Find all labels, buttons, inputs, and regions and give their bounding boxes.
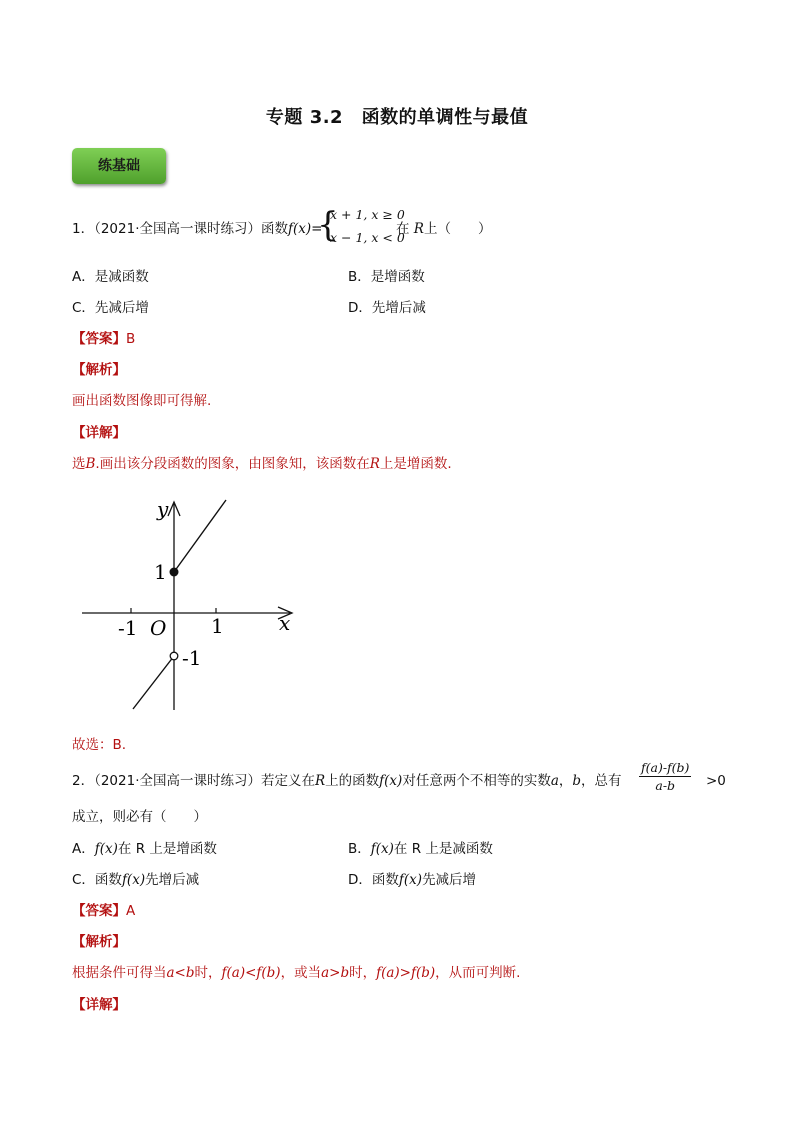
point-label-neg1: -1	[182, 646, 202, 670]
q1-analysis: 画出函数图像即可得解.	[72, 393, 212, 409]
q1-answer-value: B	[126, 331, 136, 347]
q2-detail-label: 【详解】	[72, 997, 126, 1013]
q1-option-d: D．先增后减	[348, 300, 426, 316]
tick-label-neg1: -1	[118, 616, 138, 640]
q2-opt-c-text: 先增后减	[145, 872, 200, 888]
q1-brace: {	[317, 205, 339, 245]
q2-mid1: 上的函数	[325, 773, 380, 789]
q1-stem-end	[396, 220, 491, 238]
q2-option-d	[348, 871, 476, 889]
q1-stem	[72, 220, 322, 238]
q1-option-c: C．先减后增	[72, 300, 149, 316]
q2-analysis	[72, 964, 520, 982]
open-point	[170, 652, 178, 660]
q1-detail-label: 【详解】	[72, 425, 126, 441]
q2-opt-b-fx: f(x)	[370, 841, 394, 857]
point-label-1: 1	[154, 560, 167, 584]
q1-case-2: x − 1, x < 0	[330, 230, 405, 245]
q2-fraction	[639, 760, 691, 793]
q1-suffix: 上（ ）	[423, 221, 492, 237]
x-axis-label: x	[279, 611, 291, 635]
q2-opt-b-label: B．	[348, 841, 371, 857]
q2-mid3: ，总有	[581, 773, 622, 789]
q1-R: R	[413, 221, 424, 237]
q1-detail-pre: 选	[72, 456, 86, 472]
section-tag: 练基础	[72, 148, 166, 184]
q2-opt-d-fx: f(x)	[398, 872, 423, 888]
q2-answer-value: A	[126, 903, 136, 919]
q2-answer-label: 【答案】	[72, 903, 126, 919]
q2-option-c	[72, 871, 199, 889]
q2-opt-b-text: 在 R 上是减函数	[393, 841, 493, 857]
q2-gt0: >0	[706, 773, 726, 789]
q2-an-t1: 时，	[194, 965, 222, 981]
line-lower-branch	[133, 656, 174, 709]
q1-conclusion: 故选：B.	[72, 737, 127, 753]
q2-opt-a-label: A．	[72, 841, 95, 857]
q2-analysis-label: 【解析】	[72, 934, 126, 950]
q1-detail-mid: .画出该分段函数的图象，由图象知，该函数在	[95, 456, 370, 472]
q2-comma: ，	[558, 773, 573, 789]
q2-stem	[72, 772, 622, 790]
q2-option-b	[348, 840, 493, 858]
line-upper-branch	[174, 500, 226, 572]
q1-detail-r: R	[369, 456, 380, 472]
q1-function-graph	[70, 490, 310, 720]
q2-opt-d-label: D．函数	[348, 872, 399, 888]
page-title: 专题 3.2 函数的单调性与最值	[265, 107, 529, 128]
q2-an-t3: 时，	[349, 965, 377, 981]
q1-detail-b: B	[85, 456, 96, 472]
q2-mid2: 对任意两个不相等的实数	[402, 773, 551, 789]
q1-analysis-label: 【解析】	[72, 362, 126, 378]
q2-opt-a-text: 在 R 上是增函数	[117, 841, 217, 857]
q2-an-t2: ，或当	[280, 965, 322, 981]
q2-an-c1: a<b	[166, 965, 195, 981]
q2-an-c2: f(a)<f(b)	[221, 965, 281, 981]
q2-opt-a-fx: f(x)	[94, 841, 118, 857]
q1-prefix: 1．（2021·全国高一课时练习）函数	[72, 221, 288, 237]
q2-a: a	[550, 773, 559, 789]
q2-an-c3: a>b	[321, 965, 350, 981]
q2-answer	[72, 902, 135, 920]
q2-R: R	[315, 773, 326, 789]
q2-an-pre: 根据条件可得当	[72, 965, 167, 981]
q1-answer	[72, 330, 135, 348]
q1-fx: f(x)=	[288, 221, 323, 237]
q2-opt-d-text: 先减后增	[422, 872, 477, 888]
q1-detail-post: 上是增函数.	[379, 456, 452, 472]
q2-frac-num: f(a)-f(b)	[641, 760, 690, 775]
q2-b: b	[572, 773, 582, 789]
q1-option-b: B．是增函数	[348, 269, 425, 285]
q2-prefix: 2．（2021·全国高一课时练习）若定义在	[72, 773, 315, 789]
q2-opt-c-label: C．函数	[72, 872, 122, 888]
q1-after: 在	[396, 221, 410, 237]
q2-an-t4: ，从而可判断.	[435, 965, 521, 981]
q2-fx: f(x)	[379, 773, 403, 789]
q2-opt-c-fx: f(x)	[121, 872, 146, 888]
closed-point	[170, 568, 179, 577]
origin-label: O	[150, 616, 167, 640]
q2-frac-den: a-b	[655, 778, 676, 793]
y-axis-label: y	[157, 497, 169, 521]
q1-option-a: A．是减函数	[72, 269, 149, 285]
q1-answer-label: 【答案】	[72, 331, 126, 347]
q2-option-a	[72, 840, 217, 858]
tick-label-pos1: 1	[211, 614, 224, 638]
q2-an-c4: f(a)>f(b)	[376, 965, 436, 981]
q1-case-1: x + 1, x ≥ 0	[330, 207, 405, 222]
q1-detail	[72, 455, 452, 473]
q2-line2: 成立，则必有（ ）	[72, 809, 207, 825]
